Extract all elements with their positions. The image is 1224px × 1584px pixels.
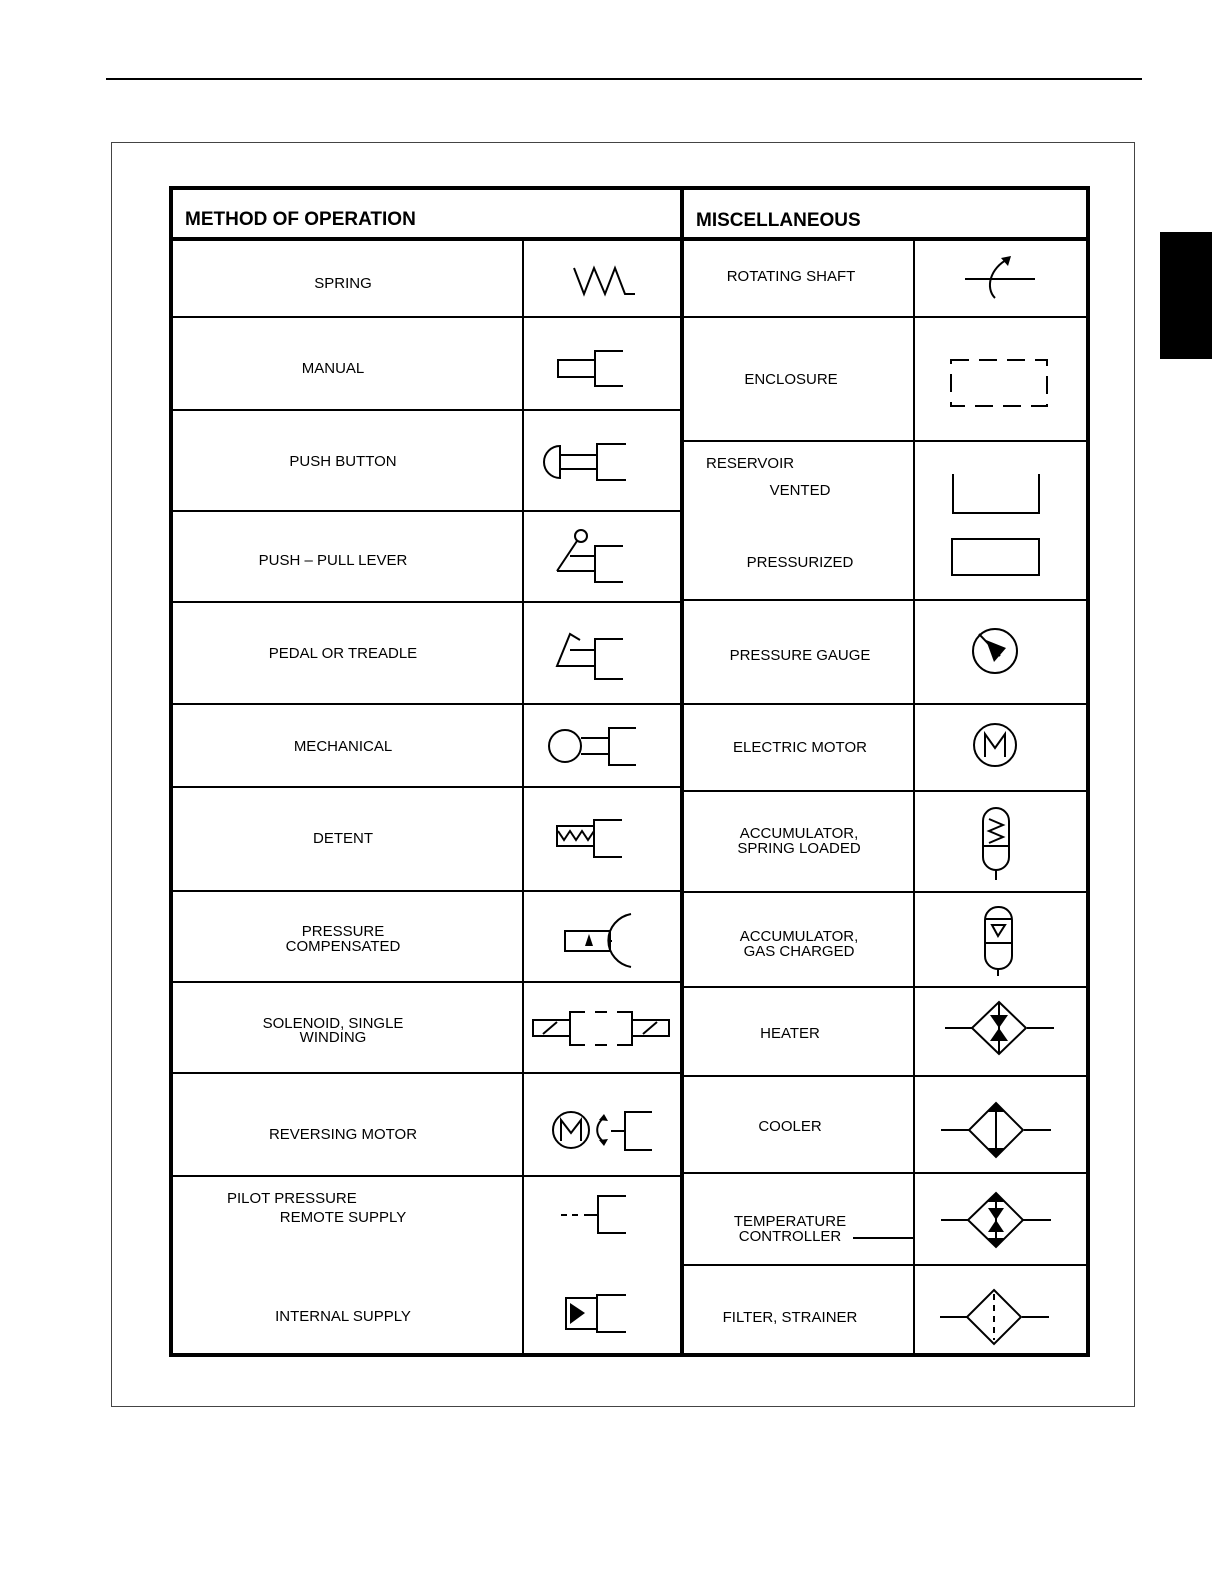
label-solenoid-2: WINDING: [299, 1029, 367, 1046]
label-filter-strainer: FILTER, STRAINER: [722, 1309, 858, 1326]
mechanical-symbol-icon: [549, 728, 636, 765]
label-heater: HEATER: [760, 1025, 820, 1042]
push-pull-lever-symbol-icon: [557, 530, 623, 582]
label-mechanical: MECHANICAL: [293, 738, 393, 755]
solenoid-symbol-icon: [533, 1012, 669, 1045]
temperature-controller-symbol-icon: [941, 1193, 1051, 1247]
header-method-of-operation: METHOD OF OPERATION: [185, 209, 416, 230]
filter-strainer-symbol-icon: [940, 1290, 1049, 1344]
electric-motor-symbol-icon: [974, 724, 1016, 766]
label-push-button: PUSH BUTTON: [289, 453, 397, 470]
label-temperature-controller-1: TEMPERATURE: [733, 1213, 847, 1230]
label-spring: SPRING: [314, 275, 372, 292]
reservoir-vented-symbol-icon: [953, 474, 1039, 513]
left-row-rules: [171, 317, 682, 1176]
label-solenoid-1: SOLENOID, SINGLE: [262, 1015, 404, 1032]
rotating-shaft-symbol-icon: [965, 256, 1035, 298]
label-detent: DETENT: [313, 830, 373, 847]
label-vented: VENTED: [769, 482, 831, 499]
label-pedal-or-treadle: PEDAL OR TREADLE: [268, 645, 418, 662]
label-temperature-controller-2: CONTROLLER: [738, 1228, 842, 1245]
pressure-gauge-symbol-icon: [973, 629, 1017, 673]
detent-symbol-icon: [557, 820, 622, 857]
pedal-treadle-symbol-icon: [557, 634, 623, 679]
reservoir-pressurized-symbol-icon: [952, 539, 1039, 575]
spring-symbol-icon: [574, 268, 635, 294]
heater-symbol-icon: [945, 1002, 1054, 1054]
label-accumulator-gas-1: ACCUMULATOR,: [739, 928, 859, 945]
label-pilot-pressure: PILOT PRESSURE: [227, 1190, 357, 1207]
cooler-symbol-icon: [941, 1103, 1051, 1157]
label-rotating-shaft: ROTATING SHAFT: [726, 268, 856, 285]
label-manual: MANUAL: [301, 360, 365, 377]
push-button-symbol-icon: [544, 444, 626, 480]
label-pressurized: PRESSURIZED: [746, 554, 854, 571]
label-pressure-gauge: PRESSURE GAUGE: [729, 647, 871, 664]
label-remote-supply: REMOTE SUPPLY: [279, 1209, 407, 1226]
enclosure-symbol-icon: [951, 360, 1047, 406]
label-accumulator-spring-2: SPRING LOADED: [737, 840, 861, 857]
label-reservoir: RESERVOIR: [706, 455, 795, 472]
label-enclosure: ENCLOSURE: [744, 371, 838, 388]
label-push-pull-lever: PUSH – PULL LEVER: [258, 552, 408, 569]
manual-symbol-icon: [558, 351, 623, 386]
reversing-motor-symbol-icon: [553, 1112, 652, 1150]
label-cooler: COOLER: [758, 1118, 822, 1135]
label-pressure-compensated-1: PRESSURE: [301, 923, 385, 940]
accumulator-spring-symbol-icon: [983, 808, 1009, 880]
label-reversing-motor: REVERSING MOTOR: [268, 1126, 418, 1143]
pilot-internal-supply-symbol-icon: [566, 1295, 626, 1332]
header-miscellaneous: MISCELLANEOUS: [696, 210, 861, 231]
label-internal-supply: INTERNAL SUPPLY: [275, 1308, 411, 1325]
pilot-remote-supply-symbol-icon: [561, 1196, 626, 1233]
label-accumulator-spring-1: ACCUMULATOR,: [739, 825, 859, 842]
pressure-compensated-symbol-icon: [565, 914, 631, 967]
label-electric-motor: ELECTRIC MOTOR: [733, 739, 867, 756]
accumulator-gas-symbol-icon: [985, 907, 1012, 976]
label-pressure-compensated-2: COMPENSATED: [285, 938, 401, 955]
label-accumulator-gas-2: GAS CHARGED: [743, 943, 855, 960]
